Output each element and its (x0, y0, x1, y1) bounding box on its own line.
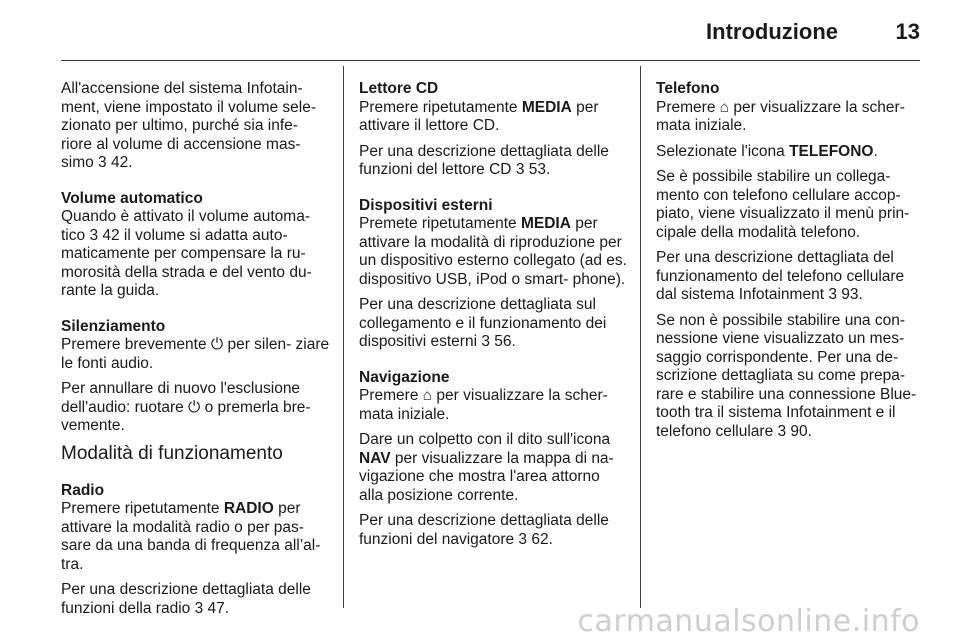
heading-silenziamento: Silenziamento (61, 317, 166, 335)
page-number: 13 (895, 19, 920, 44)
heading-volume-automatico: Volume automatico (61, 189, 203, 207)
heading-lettore-cd: Lettore CD (359, 80, 439, 97)
column-divider-1 (343, 66, 344, 608)
section-title: Modalità di funzionamento (61, 442, 283, 464)
radio-text-1: Premere ripetutamente RADIO per attivare la modalità radio o per pas- sare da una banda di frequenza all’al- tra. (61, 500, 321, 573)
page-ref-icon: 3 (89, 226, 99, 244)
cd-text-1: Premere ripetutamente MEDIA per attivare il lettore CD. (359, 98, 599, 134)
nav-text-1: Premere ⌂ per visualizzare la scher- mata iniziale. (359, 387, 608, 423)
telefono-key: TELEFONO (789, 142, 874, 160)
power-knob-icon: ⏻ (210, 336, 224, 353)
esterni-text-1: Premete ripetutamente MEDIA per attivare la modalità di riproduzione per un dispositivo esterno collegato (ad es. dispositivo USB, iPod o smart- phone). (359, 215, 627, 288)
nav-text-3: Per una descrizione dettagliata delle funzioni del navigatore 3 62. (359, 512, 609, 548)
esterni-text-2: Per una descrizione dettagliata sul collegamento e il funzionamento dei dispositivi esterni 3 56. (359, 296, 607, 350)
silenziamento-text-2: Per annullare di nuovo l'esclusione dell'audio: ruotare ⏻ o premerla bre- vemente. (61, 380, 311, 434)
heading-telefono: Telefono (656, 80, 720, 97)
nav-text-2: Dare un colpetto con il dito sull'icona NAV per visualizzare la mappa di na- vigazione che mostra l'area attorno alla posizione corrente. (359, 431, 614, 504)
tel-text-1: Premere ⌂ per visualizzare la scher- mata iniziale. (656, 98, 905, 134)
column-1 (61, 80, 333, 625)
media-key: MEDIA (521, 98, 572, 116)
page-ref-icon: 3 (777, 422, 787, 440)
cd-text-2: Per una descrizione dettagliata delle funzioni del lettore CD 3 53. (359, 142, 609, 178)
page-ref-icon: 3 (481, 333, 490, 350)
tel-text-3: Se è possibile stabilire un collega- mento con telefono cellulare accop- piato, viene visualizzato il menù prin- cipale della modalità telefono. (656, 168, 910, 241)
radio-text-2: Per una descrizione dettagliata delle funzioni della radio 3 47. (61, 581, 311, 617)
page-title: Introduzione (706, 19, 838, 44)
tel-text-4: Per una descrizione dettagliata del funzionamento del telefono cellulare dal sistema Infotainment 3 93. (656, 249, 905, 303)
column-3 (656, 80, 924, 448)
media-key: MEDIA (520, 215, 571, 232)
heading-dispositivi-esterni: Dispositivi esterni (359, 196, 493, 214)
page-ref-icon: 3 (518, 530, 528, 548)
tel-text-2: Selezionate l'icona TELEFONO. (656, 142, 878, 160)
volume-auto-text: Quando è attivato il volume automa- tico 3 42 il volume si adatta auto- maticamente per compensare la ru- morosità della strada e del vento du- rante la guida. (61, 208, 312, 299)
power-knob-icon: ⏻ (188, 398, 201, 416)
page-ref-icon: 3 (98, 154, 107, 171)
home-icon: ⌂ (719, 98, 730, 116)
column-2 (359, 80, 627, 556)
column-divider-2 (640, 66, 641, 608)
page-ref-icon: 3 (194, 599, 204, 617)
header-divider (61, 60, 920, 61)
silenziamento-text-1: Premere brevemente ⏻ per silen- ziare le fonti audio. (61, 336, 330, 372)
page-ref-icon: 3 (515, 161, 525, 178)
watermark: carmanualsonline.info (577, 604, 920, 639)
heading-radio: Radio (61, 481, 105, 499)
radio-key: RADIO (223, 500, 274, 517)
nav-key: NAV (359, 449, 391, 467)
home-icon: ⌂ (422, 387, 433, 404)
intro-paragraph: All'accensione del sistema Infotain- ment, viene impostato il volume sele- zionato per ultimo, purché sia infe- riore al volume di accensione mas- simo 3 42. (61, 80, 317, 171)
tel-text-5: Se non è possibile stabilire una con- nessione viene visualizzato un mes- saggio corrispondente. Per una de- scrizione dettagliata su come prepa- rare e stabilire una connessione Blue- tooth tra il sistema Infotainment e il telefono cellulare 3 90. (656, 311, 917, 440)
page-ref-icon: 3 (828, 286, 837, 303)
heading-navigazione: Navigazione (359, 368, 450, 386)
